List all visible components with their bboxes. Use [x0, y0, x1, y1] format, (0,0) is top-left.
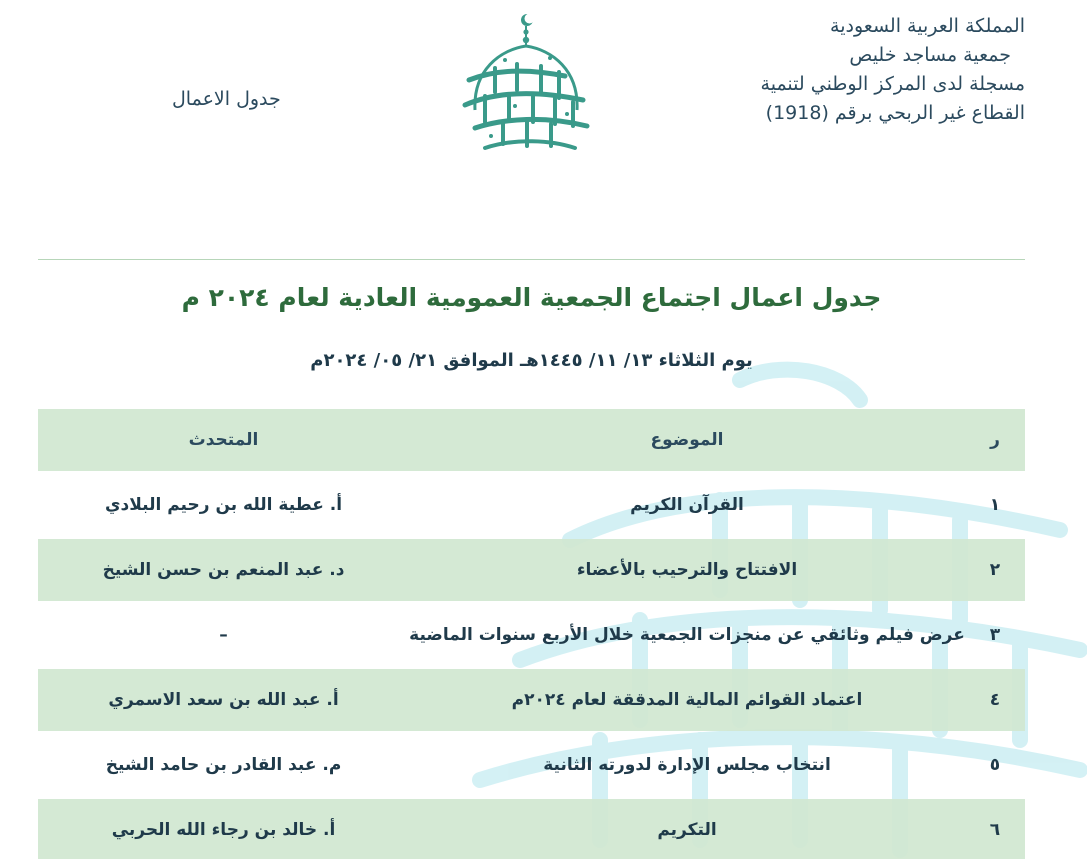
org-registration-line1: مسجلة لدى المركز الوطني لتنمية [760, 73, 1025, 95]
header-speaker: المتحدث [188, 430, 259, 450]
row-topic: انتخاب مجلس الإدارة لدورته الثانية [543, 755, 831, 775]
agenda-table [38, 409, 1025, 859]
row-topic: عرض فيلم وثائقي عن منجزات الجمعية خلال الأربع سنوات الماضية [409, 625, 965, 645]
header-number: ر [990, 430, 1000, 450]
row-topic: التكريم [657, 820, 717, 840]
header-topic: الموضوع [650, 430, 724, 450]
meeting-date: يوم الثلاثاء ١٣/ ١١/ ١٤٤٥هـ الموافق ٢١/ ٠٥/ ٢٠٢٤م [310, 350, 753, 371]
row-number: ٢ [989, 560, 1001, 580]
table-header-row [38, 409, 1025, 471]
row-speaker: أ. خالد بن رجاء الله الحربي [111, 820, 336, 840]
table-row [38, 604, 1025, 666]
page-title: جدول اعمال اجتماع الجمعية العمومية العادية لعام ٢٠٢٤ م [181, 283, 882, 312]
table-row [38, 539, 1025, 601]
table-row [38, 474, 1025, 536]
row-number: ١ [989, 495, 1001, 515]
org-name: جمعية مساجد خليص [849, 44, 1011, 66]
row-number: ٦ [989, 820, 1001, 840]
row-topic: اعتماد القوائم المالية المدققة لعام ٢٠٢٤م [511, 690, 863, 710]
row-number: ٤ [989, 690, 1001, 710]
row-speaker: د. عبد المنعم بن حسن الشيخ [102, 560, 345, 580]
mosque-calligraphy-logo-icon [455, 10, 605, 155]
row-topic: الافتتاح والترحيب بالأعضاء [576, 560, 798, 580]
row-speaker: أ. عبد الله بن سعد الاسمري [108, 690, 339, 710]
table-row [38, 669, 1025, 731]
row-speaker: م. عبد القادر بن حامد الشيخ [105, 755, 342, 775]
table-row [38, 799, 1025, 859]
organization-info [761, 12, 1025, 128]
org-country: المملكة العربية السعودية [830, 15, 1025, 37]
document-label: جدول الاعمال [172, 88, 281, 110]
row-speaker: – [219, 625, 228, 645]
row-number: ٥ [989, 755, 1001, 775]
row-number: ٣ [989, 625, 1001, 645]
row-topic: القرآن الكريم [630, 495, 744, 515]
header-divider [38, 259, 1025, 260]
table-row [38, 734, 1025, 796]
row-speaker: أ. عطية الله بن رحيم البلادي [104, 495, 343, 515]
org-registration-line2: القطاع غير الربحي برقم (1918) [765, 102, 1025, 124]
